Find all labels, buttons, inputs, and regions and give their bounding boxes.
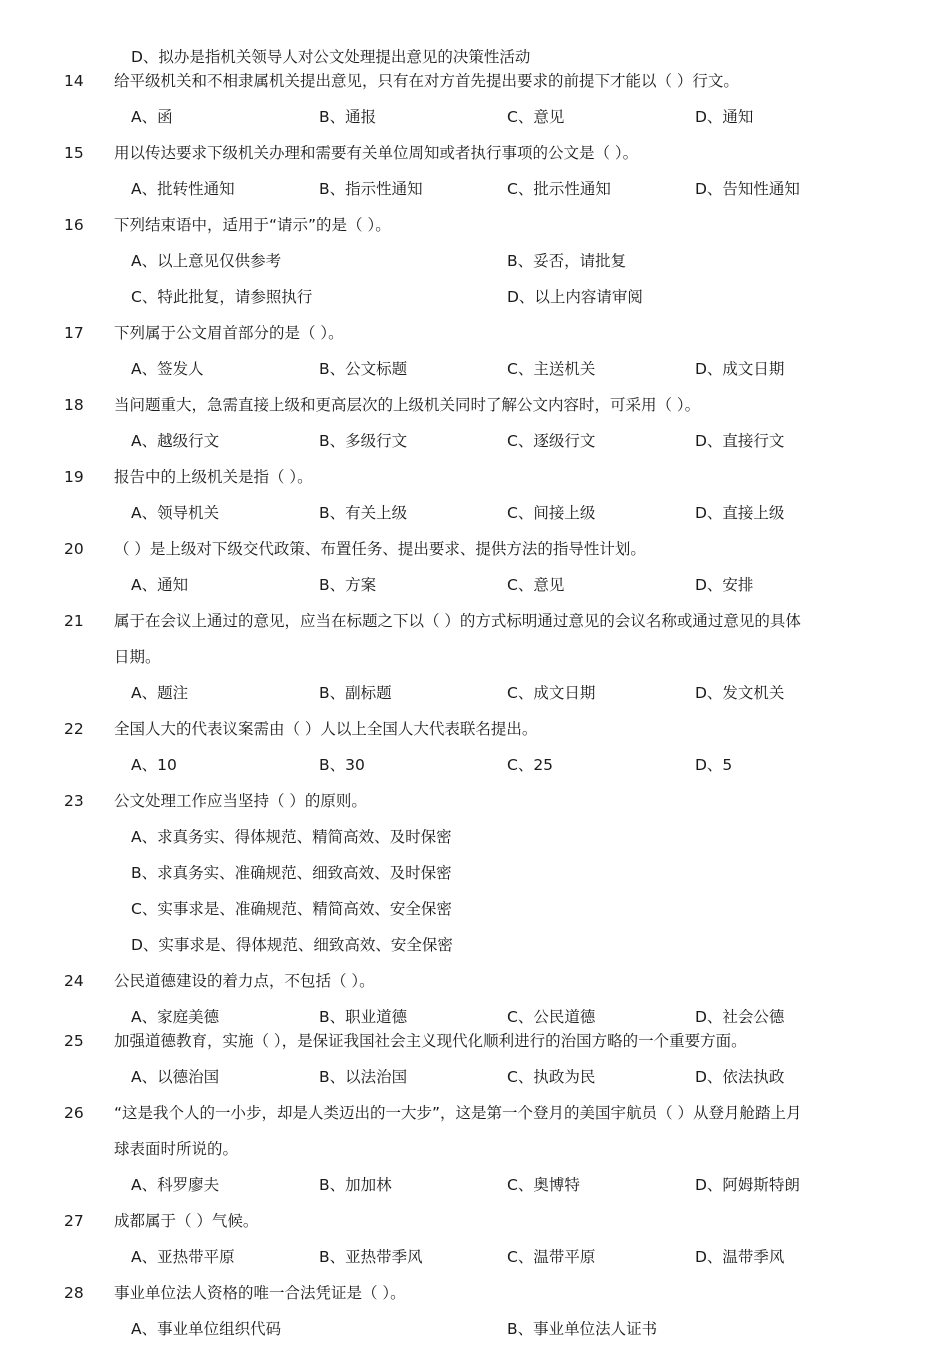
question-number: 26 [64,1104,84,1122]
option-c: C、公民道德 [507,1008,596,1026]
option-13-d: D、拟办是指机关领导人对公文处理提出意见的决策性活动 [131,48,531,66]
option-d: D、直接行文 [695,432,785,450]
option-b: B、副标题 [319,684,392,702]
question-stem: 全国人大的代表议案需由（ ）人以上全国人大代表联名提出。 [114,720,538,738]
option-b: B、通报 [319,108,377,126]
option-a: A、以德治国 [131,1068,220,1086]
option-a: A、领导机关 [131,504,220,522]
option-b: B、方案 [319,576,377,594]
option-a: A、亚热带平原 [131,1248,235,1266]
option-b: B、指示性通知 [319,180,423,198]
option-a: A、签发人 [131,360,204,378]
option-a: A、题注 [131,684,189,702]
question-number: 27 [64,1212,84,1230]
option-d: D、依法执政 [695,1068,785,1086]
question-stem: 成都属于（ ）气候。 [114,1212,259,1230]
question-stem: 事业单位法人资格的唯一合法凭证是（ ）。 [114,1284,406,1302]
option-a: A、科罗廖夫 [131,1176,220,1194]
question-number: 24 [64,972,84,990]
question-number: 23 [64,792,84,810]
option-c: C、执政为民 [507,1068,596,1086]
question-stem: 用以传达要求下级机关办理和需要有关单位周知或者执行事项的公文是（ ）。 [114,144,639,162]
option-c: C、批示性通知 [507,180,611,198]
option-d: D、温带季风 [695,1248,785,1266]
option-b: B、30 [319,756,365,774]
option-b: B、事业单位法人证书 [507,1320,658,1338]
option-b: B、亚热带季风 [319,1248,423,1266]
question-number: 21 [64,612,84,630]
option-c: C、25 [507,756,554,774]
question-number: 25 [64,1032,84,1050]
question-stem: （ ）是上级对下级交代政策、布置任务、提出要求、提供方法的指导性计划。 [114,540,646,558]
question-stem: 报告中的上级机关是指（ ）。 [114,468,313,486]
option-d: D、阿姆斯特朗 [695,1176,800,1194]
option-d: D、直接上级 [695,504,785,522]
option-b: B、加加林 [319,1176,392,1194]
option-c: C、意见 [507,576,565,594]
option-d: D、告知性通知 [695,180,800,198]
option-d: D、5 [695,756,733,774]
option-d: D、以上内容请审阅 [507,288,643,306]
question-number: 19 [64,468,84,486]
question-number: 28 [64,1284,84,1302]
question-stem: 加强道德教育，实施（ ），是保证我国社会主义现代化顺利进行的治国方略的一个重要方面。 [114,1032,747,1050]
question-stem-continued: 日期。 [114,648,161,666]
option-b: B、职业道德 [319,1008,408,1026]
option-c: C、特此批复，请参照执行 [131,288,313,306]
option-b: B、有关上级 [319,504,408,522]
question-number: 16 [64,216,84,234]
question-number: 18 [64,396,84,414]
question-stem: 当问题重大，急需直接上级和更高层次的上级机关同时了解公文内容时，可采用（ ）。 [114,396,701,414]
question-stem: “这是我个人的一小步，却是人类迈出的一大步”，这是第一个登月的美国宇航员（ ）从登月舱踏上月 [114,1104,802,1122]
option-a: A、函 [131,108,173,126]
option-b: B、以法治国 [319,1068,408,1086]
option-c: C、主送机关 [507,360,596,378]
option-b: B、妥否，请批复 [507,252,627,270]
question-number: 15 [64,144,84,162]
option-c: C、温带平原 [507,1248,596,1266]
option-d: D、成文日期 [695,360,785,378]
option-c: C、意见 [507,108,565,126]
option-a: A、通知 [131,576,189,594]
option-a: A、越级行文 [131,432,220,450]
option-d: D、发文机关 [695,684,785,702]
option-c: C、奥博特 [507,1176,580,1194]
question-stem-continued: 球表面时所说的。 [114,1140,239,1158]
option-d: D、通知 [695,108,754,126]
question-stem: 下列结束语中，适用于“请示”的是（ ）。 [114,216,391,234]
option-d: D、实事求是、得体规范、细致高效、安全保密 [131,936,453,954]
question-number: 20 [64,540,84,558]
option-b: B、多级行文 [319,432,408,450]
option-b: B、求真务实、准确规范、细致高效、及时保密 [131,864,452,882]
option-a: A、以上意见仅供参考 [131,252,282,270]
question-number: 14 [64,72,84,90]
option-a: A、批转性通知 [131,180,235,198]
option-d: D、安排 [695,576,754,594]
question-stem: 公文处理工作应当坚持（ ）的原则。 [114,792,367,810]
option-a: A、求真务实、得体规范、精简高效、及时保密 [131,828,452,846]
option-c: C、成文日期 [507,684,596,702]
option-a: A、10 [131,756,177,774]
question-number: 22 [64,720,84,738]
option-d: D、社会公德 [695,1008,785,1026]
option-c: C、逐级行文 [507,432,596,450]
option-c: C、实事求是、准确规范、精简高效、安全保密 [131,900,452,918]
option-b: B、公文标题 [319,360,408,378]
option-a: A、事业单位组织代码 [131,1320,282,1338]
option-a: A、家庭美德 [131,1008,220,1026]
question-stem: 属于在会议上通过的意见，应当在标题之下以（ ）的方式标明通过意见的会议名称或通过意见的具体 [114,612,801,630]
question-stem: 给平级机关和不相隶属机关提出意见，只有在对方首先提出要求的前提下才能以（ ）行文。 [114,72,739,90]
question-stem: 下列属于公文眉首部分的是（ ）。 [114,324,344,342]
option-c: C、间接上级 [507,504,596,522]
question-number: 17 [64,324,84,342]
question-stem: 公民道德建设的着力点，不包括（ ）。 [114,972,375,990]
